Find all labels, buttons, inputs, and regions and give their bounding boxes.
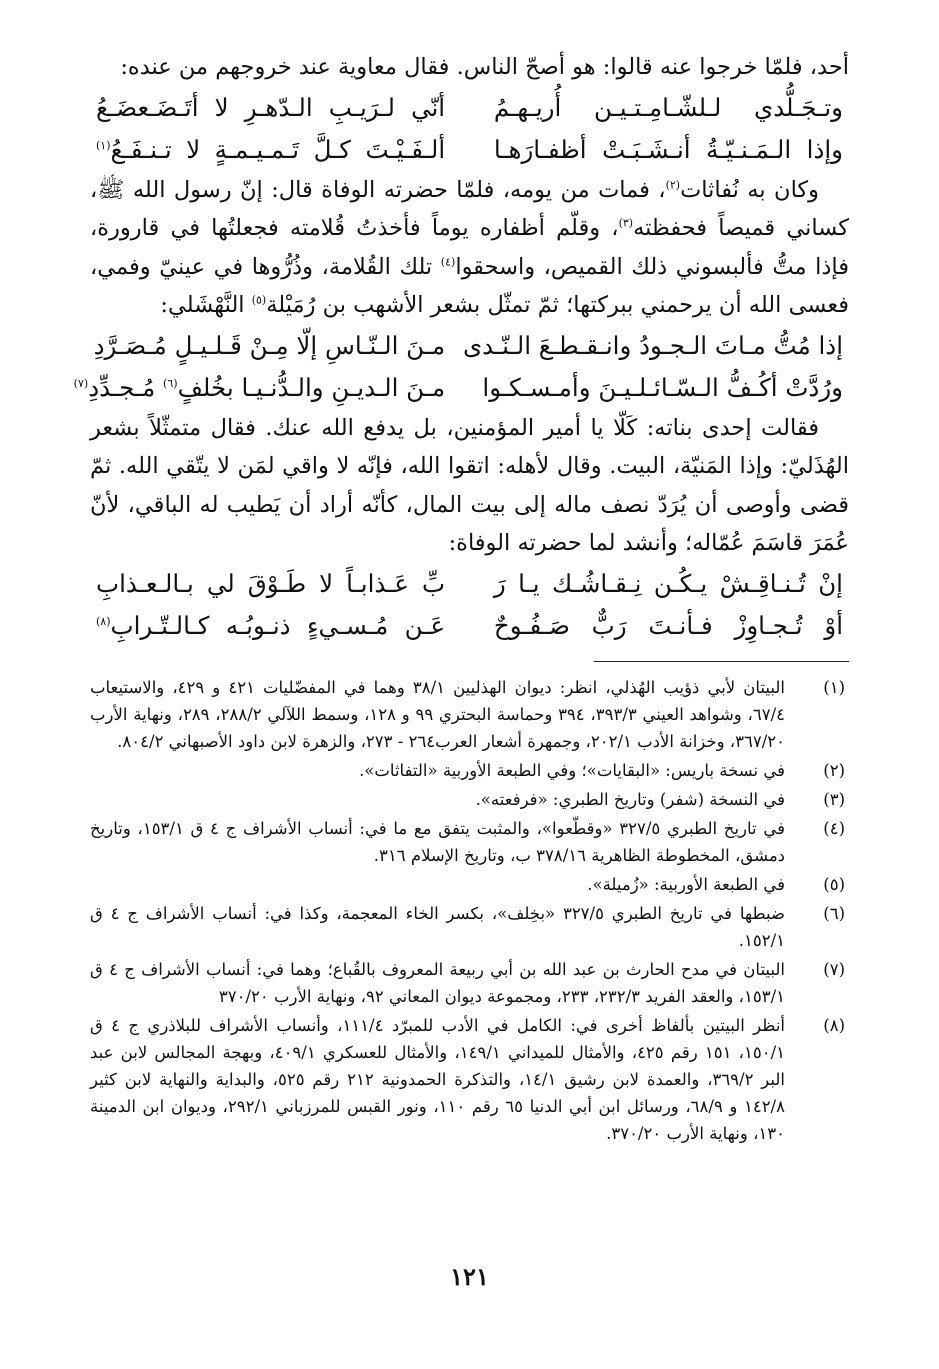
- verse-first-hemistich: أوْ تُـجـاوِزْ فـأنـتَ رَبٌّ صَـفُـوحٌ: [493, 610, 843, 640]
- footnote-text: في نسخة باريس: «البقايات»؛ وفي الطبعة الأوربية «التفاثات».: [359, 760, 785, 780]
- paragraph-2: وكان به نُفاثات$^{(٢)}$، فمات من يومه، فلمّا حضرته الوفاة قال: إنّ رسول الله ﷺ، كساني قميصاً فحفظته$^{(٣)}$، وقلّم أظفاره يوماً فأخذتُ قُلامته فجعلتُها في قارورة، فإذا متُّ فألبسوني ذلك القميص، واسحقوا$^{(٤)}$ تلك القُلامة، وذُرُّوها في عينيّ وفمي، فعسى الله أن يرحمني ببركتها؛ ثمّ تمثّل بشعر الأشهب بن رُمَيْلة$^{(٥)}$ النَّهْشَلي:: [90, 176, 849, 318]
- footnote-ref: (٣): [618, 216, 634, 230]
- verse-first-hemistich: إنْ تُـنـاقِـشْ يـكُـن نِـقـاشُـك يـا رَ: [493, 568, 843, 598]
- verse-second-hemistich: مـنَ الـديـنِ والـدُّنـيـا بخُلفٍ$^{(٦)}$ مُـجـدِّدِ$^{(٧)}$: [73, 372, 446, 402]
- footnote-number: (٤): [823, 818, 845, 838]
- verse-second-hemistich: مـنَ الـنّـاسِ إلّا مِـنْ قَـلـيـلٍ مُـصَـرَّدِ: [93, 330, 446, 360]
- footnotes: [90, 674, 849, 1147]
- verse-second-hemistich: عَـن مُـسـيءٍ ذنـوبُـه كـالـتّـرابِ$^{(٨)}$: [96, 610, 446, 640]
- footnote-number: (٢): [823, 760, 845, 780]
- paragraph-3: فقالت إحدى بناته: كَلّا يا أمير المؤمنين، بل يدفع الله عنك. فقال متمثّلاً بشعر الهُذَليّ: وإذا المَنيّة، البيت. وقال لأهله: اتقوا الله، فإنّه لا واقي لمَن لا يتّقي الله. ثمّ قضى وأوصى أن يُرَدّ نصف ماله إلى بيت المال، كأنّه أراد أن يَطيب له الباقي، لأنّ عُمَرَ قاسَمَ عُمّاله؛ وأنشد لما حضرته الوفاة:: [90, 414, 849, 556]
- verse-line: [90, 87, 849, 129]
- verse-second-hemistich: بِّ عَـذابـاً لا طَـوْقَ لي بـالـعـذابِ: [96, 568, 446, 598]
- verse-block-1: [90, 87, 849, 171]
- footnote-ref: (٢): [665, 178, 681, 191]
- verse-line: [90, 605, 849, 647]
- verse-first-hemistich: ورُدَّتْ أكُـفُّ الـسّـائـلـيـنَ وأمـسـكـوا: [482, 372, 843, 402]
- footnote-text: في تاريخ الطبري ٣٢٧/٥ «وقطّعوا»، والمثبت يتفق مع ما في: أنساب الأشراف ج ٤ ق ١٥٣/١، وتاريخ دمشق، المخطوطة الظاهرية ٣٧٨/١٦ ب، وتاريخ الإسلام ٣١٦.: [90, 818, 785, 865]
- footnote-separator: [90, 647, 849, 674]
- verse-block-3: [90, 563, 849, 647]
- footnote-text: البيتان في مدح الحارث بن عبد الله بن أبي ربيعة المعروف بالقُباع؛ وهما في: أنساب الأشراف ج ٤ ق ١٥٣/١، والعقد الفريد ٢٣٢/٣، ٢٣٣، ومجموعة ديوان المعاني ٩٢، ونهاية الأرب ٣٧٠/٢٠: [90, 959, 785, 1006]
- footnote-number: (٥): [823, 874, 845, 894]
- footnote-ref: (٧): [73, 376, 89, 390]
- verse-line: [73, 367, 849, 409]
- footnote-ref: (٨): [96, 614, 111, 628]
- verse-second-hemistich: أنّي لـرَيـبِ الـدّهـرِ لا أتَـضَـعضَـعُ: [96, 92, 446, 122]
- footnote-ref: (٥): [251, 293, 267, 307]
- footnote-number: (٦): [823, 903, 845, 923]
- footnote-number: (٣): [823, 789, 845, 809]
- footnote-ref: (١): [96, 138, 111, 152]
- verse-line: [90, 325, 849, 367]
- footnote: [90, 786, 849, 813]
- footnote-ref: (٦): [163, 376, 178, 390]
- verse-first-hemistich: وتـجَـلُّدي لـلشّـامِـتـيـن أُريـهـمُ: [493, 92, 843, 122]
- footnote: [90, 956, 849, 1010]
- footnote: [90, 1012, 849, 1147]
- footnote-ref: (٤): [440, 255, 456, 268]
- verse-line: [90, 563, 849, 605]
- footnote: [90, 900, 849, 954]
- verse-first-hemistich: وإذا الـمَـنـيّـةُ أنـشَـبَـتْ أظفـارَهـا: [493, 134, 843, 164]
- verse-first-hemistich: إذا مُتُّ مـاتَ الـجـودُ وانـقـطـعَ الـنّـدى: [462, 330, 843, 360]
- paragraph-1: أحد، فلمّا خرجوا عنه قالوا: هو أصحّ الناس. فقال معاوية عند خروجهم من عنده:: [120, 54, 849, 80]
- footnote: [90, 815, 849, 869]
- footnote-text: في النسخة (شفر) وتاريخ الطبري: «فرفعته».: [475, 789, 785, 809]
- footnote-number: (٧): [823, 959, 845, 979]
- footnote-text: ضبطها في تاريخ الطبري ٣٢٧/٥ «بخِلف»، بكسر الخاء المعجمة، وكذا في: أنساب الأشراف ج ٤ ق ١٥٢/١.: [90, 903, 785, 950]
- verse-second-hemistich: ألـفَـيْـتَ كـلَّ تَـمـيـمـةٍ لا تـنـفَـعُ$^{(١)}$: [96, 134, 446, 164]
- footnote-text: في الطبعة الأوربية: «زُميلة».: [587, 874, 785, 894]
- page-number: ١٢١: [450, 1262, 489, 1291]
- verse-block-2: [73, 325, 849, 409]
- footnote: [90, 674, 849, 755]
- verse-line: [90, 129, 849, 171]
- footnote-text: البيتان لأبي ذؤيب الهُذلي، انظر: ديوان الهذليين ٣٨/١ وهما في المفضّليات ٤٢١ و ٤٢٩، والاستيعاب ٦٧/٤، وشواهد العيني ٣٩٣/٣، ٣٩٤ وحماسة البحتري ٩٩ و ١٢٨، وسمط اللآلي ٢٨٨/٢، ٢٨٩، ونهاية الأرب ٣٦٧/٢٠، وخزانة الأدب ٢٠٢/١، وجمهرة أشعار العرب٢٦٤ - ٢٧٣، والزهرة لابن داود الأصبهاني ٨٠٤/٢.: [90, 677, 785, 751]
- footnote-number: (٨): [823, 1015, 845, 1035]
- footnote-text: أنظر البيتين بألفاظ أخرى في: الكامل في الأدب للمبرّد ١١١/٤، وأنساب الأشراف للبلاذري ج ٤ ق ١٥٠/١، ١٥١ رقم ٤٢٥، والأمثال للميداني ١٤٩/١، والأمثال للعسكري ٤٠٩/١، وبهجة المجالس لابن عبد البر ٣٦٩/٢، والعمدة لابن رشيق ١٤/١، والتذكرة الحمدونية ٢١٢ رقم ٥٢٥، والبداية والنهاية لابن كثير ١٤٢/٨ و ٦٨/٩، ورسائل ابن أبي الدنيا ٦٥ رقم ١١٠، ونور القبس للمرزباني ٢٩٢/١، وديوان ابن الدمينة ١٣٠، ونهاية الأرب ٣٧٠/٢٠.: [90, 1015, 786, 1143]
- footnote-number: (١): [823, 677, 845, 697]
- footnote: [90, 871, 849, 898]
- footnote: [90, 757, 849, 784]
